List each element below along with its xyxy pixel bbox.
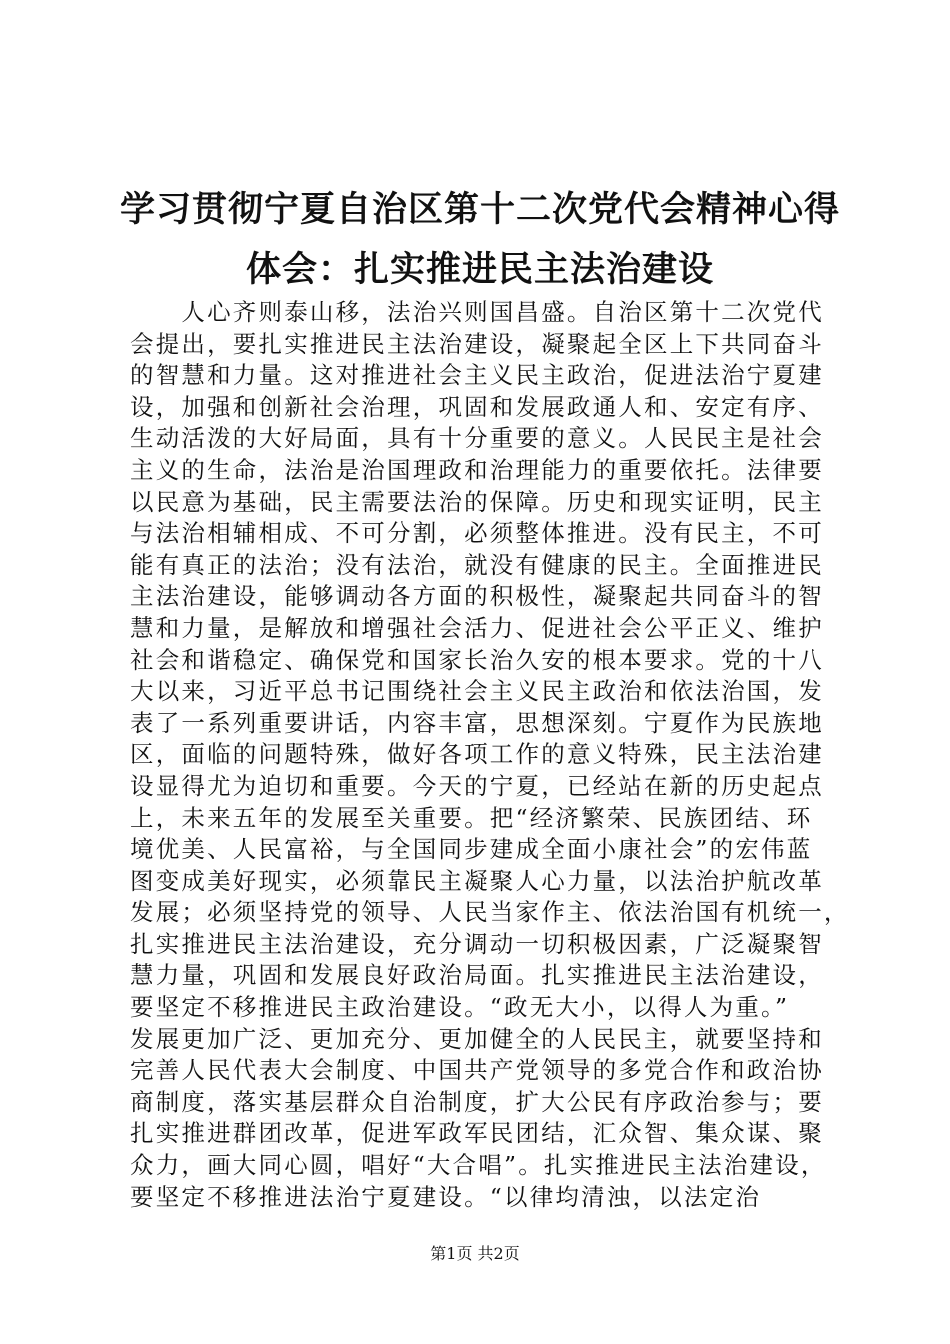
title-line-2: 体会：扎实推进民主法治建设 bbox=[245, 250, 714, 290]
body-line: 主义的生命，法治是治国理政和治理能力的重要依托。法律要 bbox=[130, 455, 824, 484]
body-line: 社会和谐稳定、确保党和国家长治久安的根本要求。党的十八 bbox=[130, 645, 824, 674]
body-line: 慧力量，巩固和发展良好政治局面。扎实推进民主法治建设， bbox=[130, 961, 824, 990]
body-line: 的智慧和力量。这对推进社会主义民主政治，促进法治宁夏建 bbox=[130, 361, 824, 390]
body-line: 慧和力量，是解放和增强社会活力、促进社会公平正义、维护 bbox=[130, 613, 824, 642]
body-line: 会提出，要扎实推进民主法治建设，凝聚起全区上下共同奋斗 bbox=[130, 329, 824, 358]
body-line: 要坚定不移推进民主政治建设。“政无大小，以得人为重。” bbox=[130, 993, 790, 1022]
body-line: 大以来，习近平总书记围绕社会主义民主政治和依法治国，发 bbox=[130, 677, 824, 706]
body-line: 扎实推进群团改革，促进军政军民团结，汇众智、集众谋、聚 bbox=[130, 1119, 824, 1148]
body-line: 众力，画大同心圆，唱好“大合唱”。扎实推进民主法治建设， bbox=[130, 1151, 827, 1180]
body-line: 商制度，落实基层群众自治制度，扩大公民有序政治参与；要 bbox=[130, 1087, 824, 1116]
body-line: 能有真正的法治；没有法治，就没有健康的民主。全面推进民 bbox=[130, 550, 824, 579]
body-line: 主法治建设，能够调动各方面的积极性，凝聚起共同奋斗的智 bbox=[130, 582, 824, 611]
body-line: 以民意为基础，民主需要法治的保障。历史和现实证明，民主 bbox=[130, 487, 824, 516]
body-line: 表了一系列重要讲话，内容丰富，思想深刻。宁夏作为民族地 bbox=[130, 708, 824, 737]
body-line: 设，加强和创新社会治理，巩固和发展政通人和、安定有序、 bbox=[130, 392, 824, 421]
page-title bbox=[120, 180, 840, 300]
page-footer: 第1页 共2页 bbox=[430, 1244, 520, 1263]
body-line: 与法治相辅相成、不可分割，必须整体推进。没有民主，不可 bbox=[130, 519, 824, 548]
body-line: 完善人民代表大会制度、中国共产党领导的多党合作和政治协 bbox=[130, 1056, 824, 1085]
body-line: 要坚定不移推进法治宁夏建设。“以律均清浊，以法定治 bbox=[130, 1182, 762, 1211]
body-line: 上，未来五年的发展至关重要。把“经济繁荣、民族团结、环 bbox=[130, 803, 813, 832]
body-line: 发展；必须坚持党的领导、人民当家作主、依法治国有机统一， bbox=[130, 898, 850, 927]
body-line: 图变成美好现实，必须靠民主凝聚人心力量，以法治护航改革 bbox=[130, 866, 824, 895]
body-line: 设显得尤为迫切和重要。今天的宁夏，已经站在新的历史起点 bbox=[130, 771, 824, 800]
body-line: 扎实推进民主法治建设，充分调动一切积极因素，广泛凝聚智 bbox=[130, 929, 824, 958]
body-line: 区，面临的问题特殊，做好各项工作的意义特殊，民主法治建 bbox=[130, 740, 824, 769]
body-line: 人心齐则泰山移，法治兴则国昌盛。自治区第十二次党代 bbox=[130, 298, 824, 326]
body-line: 境优美、人民富裕，与全国同步建成全面小康社会”的宏伟蓝 bbox=[130, 835, 813, 864]
body-line: 发展更加广泛、更加充分、更加健全的人民民主，就要坚持和 bbox=[130, 1024, 824, 1053]
body-paragraph bbox=[130, 297, 850, 1213]
body-line: 生动活泼的大好局面，具有十分重要的意义。人民民主是社会 bbox=[130, 424, 824, 453]
title-line-1: 学习贯彻宁夏自治区第十二次党代会精神心得 bbox=[120, 190, 841, 230]
